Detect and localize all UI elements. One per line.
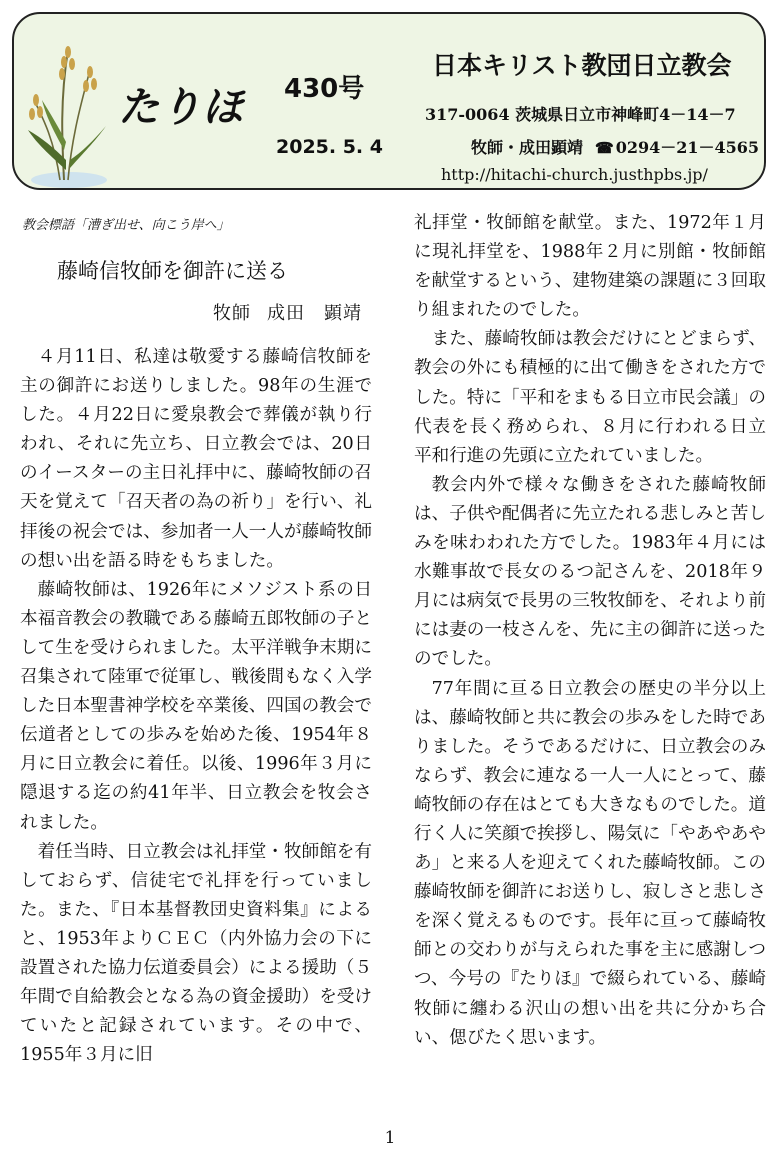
church-address: 317-0064 茨城県日立市神峰町4－14－7 <box>425 105 736 124</box>
pastor-name: 牧師・成田顕靖 <box>471 138 584 157</box>
paragraph: また、藤崎牧師は教会だけにとどまらず、教会の外にも積極的に出て働きをされた方でした。特に「平和をまもる日立市民会議」の代表を長く務められ、８月に行われる日立平和行進の先頭に立たれていました。 <box>414 329 766 466</box>
author-role: 牧師 <box>213 303 251 324</box>
church-url[interactable]: http://hitachi-church.justhpbs.jp/ <box>441 165 708 184</box>
paragraph: 礼拝堂・牧師館を献堂。また、1972年１月に現礼拝堂を、1988年２月に別館・牧師館を献堂するという、建物建築の課題に３回取り組まれたのでした。 <box>414 213 766 321</box>
paragraph: 藤崎牧師は、1926年にメソジスト系の日本福音教会の教職である藤崎五郎牧師の子として生を受けられました。太平洋戦争末期に召集されて陸軍で従軍し、戦後間もなく入学した日本聖書神学校を卒業後、四国の教会で伝道者としての歩みを始めた後、1954年８月に日立教会に着任。以後、1996年３月に隠退する迄の約41年半、日立教会を牧会されました。 <box>20 579 372 833</box>
newsletter-title: たりほ <box>118 83 244 131</box>
article-author <box>213 299 362 325</box>
church-motto: 教会標語「漕ぎ出せ、向こう岸へ」 <box>22 218 230 233</box>
church-name: 日本キリスト教団日立教会 <box>432 51 732 80</box>
page-number: 1 <box>384 1128 396 1148</box>
paragraph: ４月11日、私達は敬愛する藤崎信牧師を主の御許にお送りしました。98年の生涯でした。４月22日に愛泉教会で葬儀が執り行われ、それに先立ち、日立教会では、20日のイースターの主日礼拝中に、藤崎牧師の召天を覚えて「召天者の為の祈り」を行い、礼拝後の祝会では、参加者一人一人が藤崎牧師の想い出を語る時をもちました。 <box>20 347 372 571</box>
issue-date: 2025. 5. 4 <box>276 136 383 158</box>
masthead <box>12 12 766 190</box>
article-headline: 藤崎信牧師を御許に送る <box>57 259 288 283</box>
paragraph: 教会内外で様々な働きをされた藤崎牧師は、子供や配偶者に先立たれる悲しみと苦しみを味わわれた方でした。1983年４月には水難事故で長女のるつ記さんを、2018年９月には病気で長男の三牧牧師を、それより前には妻の一枝さんを、先に主の御許に送ったのでした。 <box>414 474 766 670</box>
pastor-contact <box>471 135 759 158</box>
issue-number: 430号 <box>284 74 365 104</box>
article-column-left <box>20 343 372 1070</box>
phone-number: 0294－21－4565 <box>615 138 760 157</box>
telephone-icon: ☎ <box>595 139 614 157</box>
article-column-right <box>414 209 766 1053</box>
author-name: 成田 顕靖 <box>267 303 362 324</box>
paragraph: 77年間に亘る日立教会の歴史の半分以上は、藤崎牧師と共に教会の歩みをした時でありました。そうであるだけに、日立教会のみならず、教会に連なる一人一人にとって、藤崎牧師の存在はとても大きなものでした。道行く人に笑顔で挨拶し、陽気に「やあやあやあ」と来る人を迎えてくれた藤崎牧師。この藤崎牧師を御許にお送りし、寂しさと悲しさを深く覚えるものです。長年に亘って藤崎牧師との交わりが与えられた事を主に感謝しつつ、今号の『たりほ』で綴られている、藤崎牧師に纏わる沢山の想い出を共に分かち合い、偲びたく思います。 <box>414 678 766 1048</box>
rice-plant-icon <box>24 30 109 198</box>
paragraph: 着任当時、日立教会は礼拝堂・牧師館を有しておらず、信徒宅で礼拝を行っていました。また、『日本基督教団史資料集』によると、1953年よりＣＥＣ（内外協力会の下に設置された協力伝道委員会）による援助（５年間で自給教会となる為の資金援助）を受けていたと記録されています。その中で、1955年３月に旧 <box>20 841 372 1066</box>
